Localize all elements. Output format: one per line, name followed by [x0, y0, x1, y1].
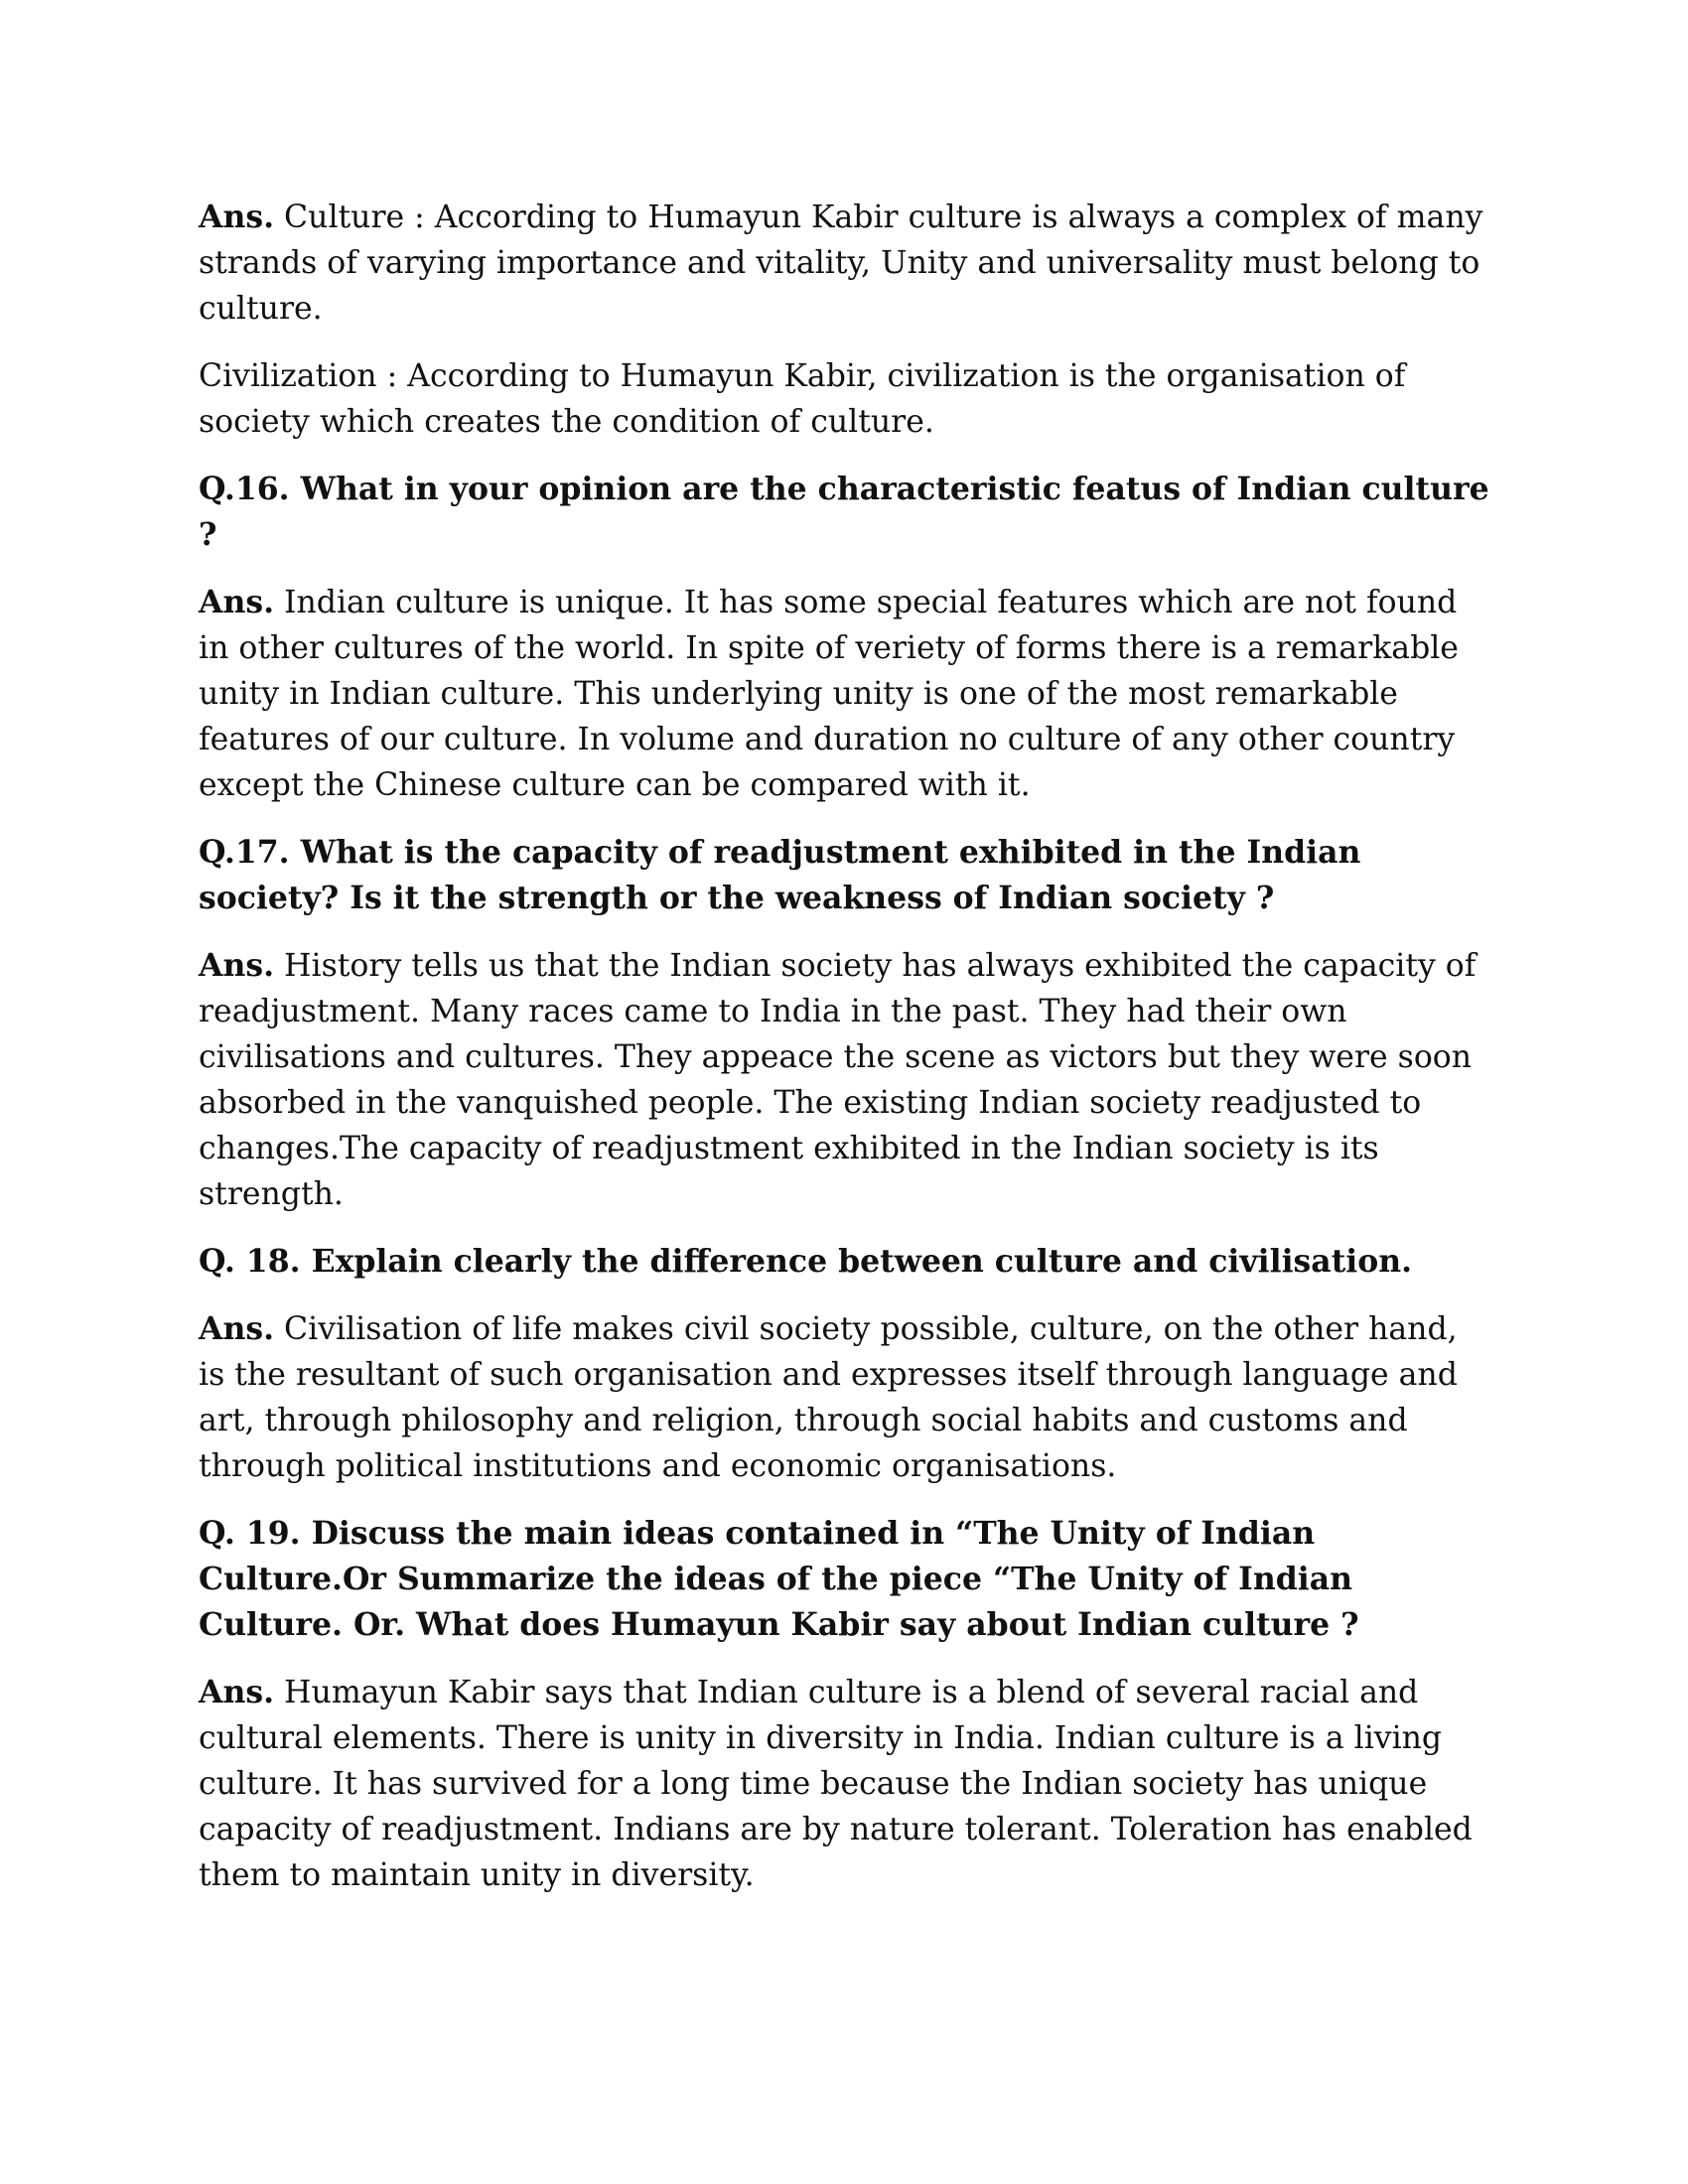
answer-text: Culture : According to Humayun Kabir culture is always a complex of many strands of varying importance and vitality, Unity and universality must belong to culture.: [199, 200, 1483, 327]
question-16: Q.16. What in your opinion are the characteristic featus of Indian culture ?: [199, 471, 1489, 553]
answer-19: [199, 1670, 1489, 1898]
answer-17: [199, 943, 1489, 1217]
question-17: Q.17. What is the capacity of readjustment exhibited in the Indian society? Is it the strength or the weakness of Indian society ?: [199, 834, 1361, 916]
answer-lead: Ans.: [199, 1310, 275, 1347]
answer-text: Humayun Kabir says that Indian culture is a blend of several racial and cultural elements. There is unity in diversity in India. Indian culture is a living culture. It has survived for a long time because the Indian society has unique capacity of readjustment. Indians are by nature tolerant. Toleration has enabled them to maintain unity in diversity.: [199, 1675, 1473, 1893]
answer-culture-definition: [199, 195, 1489, 332]
question-18: Q. 18. Explain clearly the difference between culture and civilisation.: [199, 1243, 1413, 1280]
answer-lead: Ans.: [199, 199, 275, 235]
document-page: [199, 195, 1489, 1920]
civilization-definition: Civilization : According to Humayun Kabir, civilization is the organisation of society which creates the condition of culture.: [199, 358, 1406, 440]
answer-18: [199, 1306, 1489, 1489]
answer-text: History tells us that the Indian society has always exhibited the capacity of readjustment. Many races came to India in the past. They had their own civilisations and cultures. They appeace the scene as victors but they were soon absorbed in the vanquished people. The existing Indian society readjusted to changes.The capacity of readjustment exhibited in the Indian society is its strength.: [199, 948, 1477, 1212]
answer-lead: Ans.: [199, 584, 275, 620]
answer-text: Civilisation of life makes civil society possible, culture, on the other hand, is the resultant of such organisation and expresses itself through language and art, through philosophy and religion, through social habits and customs and through political institutions and economic organisations.: [199, 1311, 1458, 1484]
answer-lead: Ans.: [199, 947, 275, 984]
answer-lead: Ans.: [199, 1674, 275, 1710]
answer-text: Indian culture is unique. It has some special features which are not found in other cultures of the world. In spite of veriety of forms there is a remarkable unity in Indian culture. This underlying unity is one of the most remarkable features of our culture. In volume and duration no culture of any other country except the Chinese culture can be compared with it.: [199, 585, 1459, 803]
question-19: Q. 19. Discuss the main ideas contained in “The Unity of Indian Culture.Or Summarize the ideas of the piece “The Unity of Indian Culture. Or. What does Humayun Kabir say about Indian culture ?: [199, 1515, 1359, 1643]
answer-16: [199, 580, 1489, 808]
